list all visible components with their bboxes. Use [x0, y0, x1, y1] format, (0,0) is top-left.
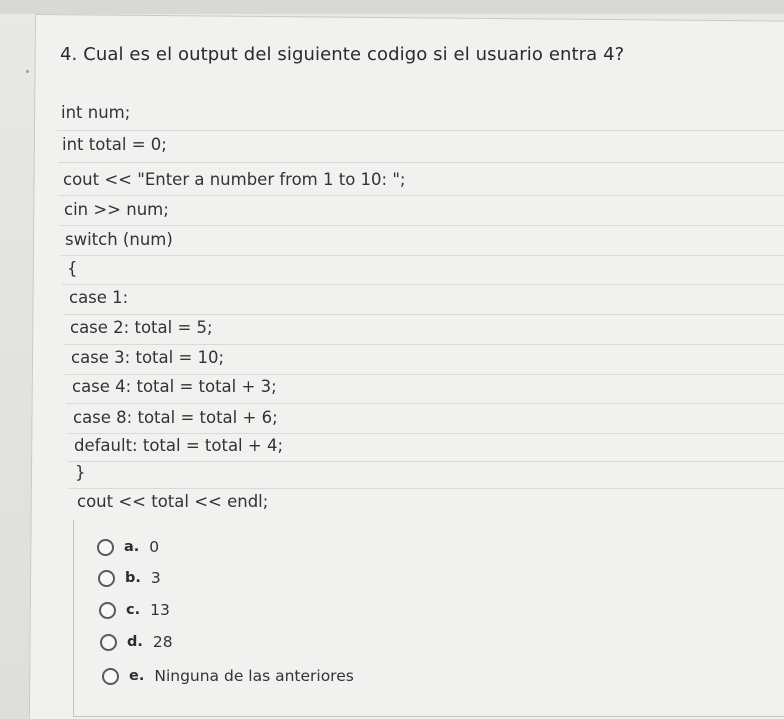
radio-button[interactable]	[98, 570, 115, 587]
code-divider	[65, 374, 784, 375]
option-letter: a.	[124, 539, 140, 555]
code-line: switch (num)	[65, 230, 173, 249]
code-line: int total = 0;	[62, 135, 167, 154]
code-divider	[62, 284, 784, 285]
code-divider	[58, 162, 784, 163]
option-text: 13	[150, 601, 170, 619]
code-line: case 2: total = 5;	[70, 318, 213, 337]
radio-button[interactable]	[100, 634, 117, 651]
option-text: 28	[152, 633, 173, 651]
code-divider	[68, 461, 784, 462]
code-divider	[59, 195, 784, 196]
code-line: cout << total << endl;	[77, 492, 269, 511]
code-divider	[67, 433, 784, 434]
code-line: cin >> num;	[64, 200, 169, 219]
option-text: 3	[150, 569, 161, 587]
option-letter: d.	[127, 634, 143, 650]
top-strip	[0, 0, 784, 14]
code-line: }	[75, 463, 86, 482]
radio-button[interactable]	[99, 602, 116, 619]
code-line: default: total = total + 4;	[74, 436, 284, 455]
radio-button[interactable]	[102, 668, 119, 685]
code-divider	[69, 488, 784, 489]
code-line: cout << "Enter a number from 1 to 10: ";	[63, 170, 406, 189]
option-a[interactable]	[97, 535, 159, 559]
code-line: int num;	[61, 103, 131, 122]
option-b[interactable]	[98, 566, 161, 590]
code-divider	[61, 255, 784, 256]
option-c[interactable]	[99, 598, 170, 622]
code-line: case 3: total = 10;	[71, 348, 225, 367]
radio-button[interactable]	[97, 539, 114, 556]
code-divider	[63, 314, 784, 315]
option-letter: c.	[126, 602, 141, 618]
option-text: Ninguna de las anteriores	[154, 667, 354, 685]
code-divider	[60, 225, 784, 226]
option-text: 0	[149, 538, 160, 556]
code-line: case 1:	[69, 288, 129, 307]
option-d[interactable]	[100, 630, 173, 654]
code-divider	[64, 344, 784, 345]
option-letter: e.	[129, 668, 145, 684]
code-line: case 4: total = total + 3;	[72, 377, 277, 396]
code-divider	[66, 403, 784, 404]
code-line: case 8: total = total + 6;	[73, 408, 278, 427]
option-letter: b.	[125, 570, 141, 586]
code-divider	[57, 130, 784, 131]
code-line: {	[67, 259, 78, 278]
question-text: 4. Cual es el output del siguiente codigo si el usuario entra 4?	[60, 44, 625, 65]
option-e[interactable]	[102, 664, 354, 688]
margin-marker	[26, 70, 29, 73]
